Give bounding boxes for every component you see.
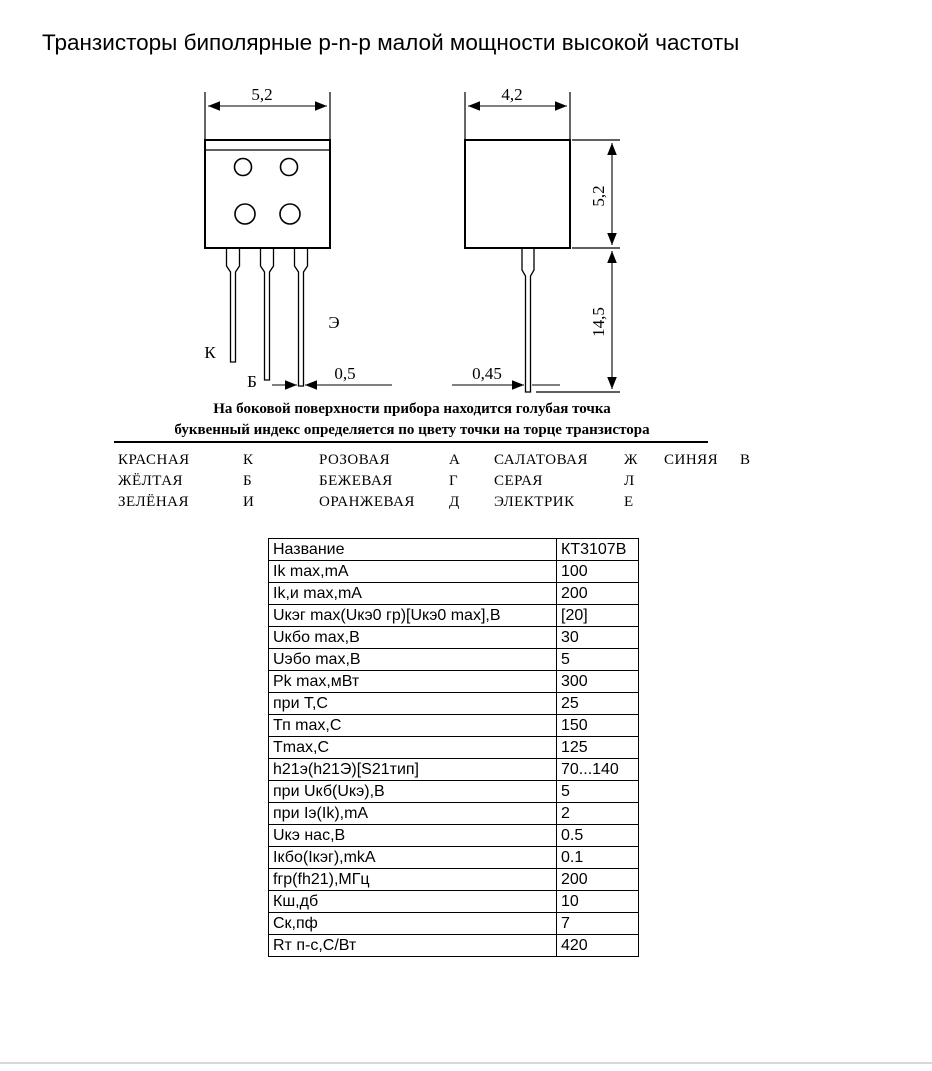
param-value: 30 — [557, 627, 639, 649]
param-name: при Т,С — [269, 693, 557, 715]
table-row — [269, 627, 639, 649]
param-value: 5 — [557, 649, 639, 671]
param-value: 100 — [557, 561, 639, 583]
param-name: Iкбо(Iкэг),mkA — [269, 847, 557, 869]
pin-label-emitter: Э — [328, 313, 340, 332]
color-name: СИНЯЯ — [664, 452, 719, 468]
color-name: СЕРАЯ — [494, 473, 543, 489]
param-value: 5 — [557, 781, 639, 803]
side-lead-thickness-dim: 0,45 — [472, 364, 502, 383]
mounting-hole — [235, 204, 255, 224]
front-view-drawing — [204, 85, 392, 391]
table-row — [269, 847, 639, 869]
color-letter: Г — [449, 473, 459, 489]
color-code-table — [118, 450, 770, 513]
table-row — [269, 605, 639, 627]
table-row — [269, 737, 639, 759]
param-name: Ik max,mA — [269, 561, 557, 583]
front-body-width-dim: 5,2 — [251, 85, 273, 104]
param-name: Ск,пф — [269, 913, 557, 935]
color-letter: К — [243, 452, 254, 468]
color-code-row — [118, 450, 770, 471]
param-name: Pk max,мВт — [269, 671, 557, 693]
color-code-row — [118, 471, 770, 492]
param-name: Rт п-с,С/Вт — [269, 935, 557, 957]
note-line1: На боковой поверхности прибора находится голубая точка — [213, 401, 611, 417]
table-header-row — [269, 539, 639, 561]
param-name: Tmax,С — [269, 737, 557, 759]
table-row — [269, 671, 639, 693]
mounting-hole — [235, 159, 252, 176]
color-letter: А — [449, 452, 461, 468]
param-value: 10 — [557, 891, 639, 913]
color-letter: Б — [243, 473, 253, 489]
color-name: ЖЁЛТАЯ — [118, 473, 184, 489]
note-line2: буквенный индекс определяется по цвету точки на торце транзистора — [174, 422, 650, 438]
page-bottom-edge — [0, 1062, 932, 1064]
side-body-height-dim: 5,2 — [589, 185, 608, 207]
color-letter: Д — [449, 494, 460, 510]
param-name: Uэбо max,В — [269, 649, 557, 671]
param-value: 200 — [557, 583, 639, 605]
color-name: ЭЛЕКТРИК — [494, 494, 575, 510]
color-name: ЗЕЛЁНАЯ — [118, 494, 189, 510]
color-letter: И — [243, 494, 255, 510]
param-value: 125 — [557, 737, 639, 759]
table-row — [269, 935, 639, 957]
parameters-table — [268, 538, 639, 957]
pin-label-collector: К — [204, 343, 216, 362]
package-drawings — [0, 0, 932, 400]
mounting-hole — [281, 159, 298, 176]
table-row — [269, 583, 639, 605]
table-row — [269, 781, 639, 803]
front-lead-width-dim: 0,5 — [334, 364, 356, 383]
table-row — [269, 825, 639, 847]
table-row — [269, 891, 639, 913]
page-title: Транзисторы биполярные p-n-p малой мощности высокой частоты — [42, 30, 740, 55]
param-value: 25 — [557, 693, 639, 715]
note-block — [115, 399, 709, 441]
param-name: Uкбо max,В — [269, 627, 557, 649]
param-value: 70...140 — [557, 759, 639, 781]
param-value: 0.5 — [557, 825, 639, 847]
color-letter: Ж — [624, 452, 638, 468]
side-body-width-dim: 4,2 — [501, 85, 523, 104]
divider-line — [114, 441, 708, 443]
param-value: 420 — [557, 935, 639, 957]
table-row — [269, 649, 639, 671]
param-name: Название — [269, 539, 557, 561]
param-value: 7 — [557, 913, 639, 935]
side-view-drawing — [452, 85, 620, 392]
param-value: [20] — [557, 605, 639, 627]
param-name: h21э(h21Э)[S21тип] — [269, 759, 557, 781]
table-row — [269, 715, 639, 737]
param-value: КТ3107В — [557, 539, 639, 561]
table-row — [269, 561, 639, 583]
table-row — [269, 693, 639, 715]
mounting-hole — [280, 204, 300, 224]
color-name: ОРАНЖЕВАЯ — [319, 494, 415, 510]
color-letter: Е — [624, 494, 634, 510]
param-name: при Iэ(Ik),mA — [269, 803, 557, 825]
param-name: Ik,и max,mA — [269, 583, 557, 605]
table-row — [269, 759, 639, 781]
param-value: 0.1 — [557, 847, 639, 869]
table-row — [269, 913, 639, 935]
color-name: КРАСНАЯ — [118, 452, 190, 468]
color-letter: В — [740, 452, 751, 468]
param-name: Кш,дб — [269, 891, 557, 913]
table-row — [269, 869, 639, 891]
param-value: 2 — [557, 803, 639, 825]
param-value: 300 — [557, 671, 639, 693]
param-name: Тп max,С — [269, 715, 557, 737]
param-value: 150 — [557, 715, 639, 737]
param-name: при Uкб(Uкэ),В — [269, 781, 557, 803]
color-code-row — [118, 492, 770, 513]
pin-label-base: Б — [247, 372, 257, 391]
color-name: РОЗОВАЯ — [319, 452, 391, 468]
param-name: Uкэг max(Uкэ0 гр)[Uкэ0 max],В — [269, 605, 557, 627]
param-value: 200 — [557, 869, 639, 891]
color-name: САЛАТОВАЯ — [494, 452, 588, 468]
color-letter: Л — [624, 473, 635, 489]
param-name: fгр(fh21),МГц — [269, 869, 557, 891]
table-row — [269, 803, 639, 825]
param-name: Uкэ нас,В — [269, 825, 557, 847]
side-lead-length-dim: 14,5 — [589, 307, 608, 337]
color-name: БЕЖЕВАЯ — [319, 473, 393, 489]
